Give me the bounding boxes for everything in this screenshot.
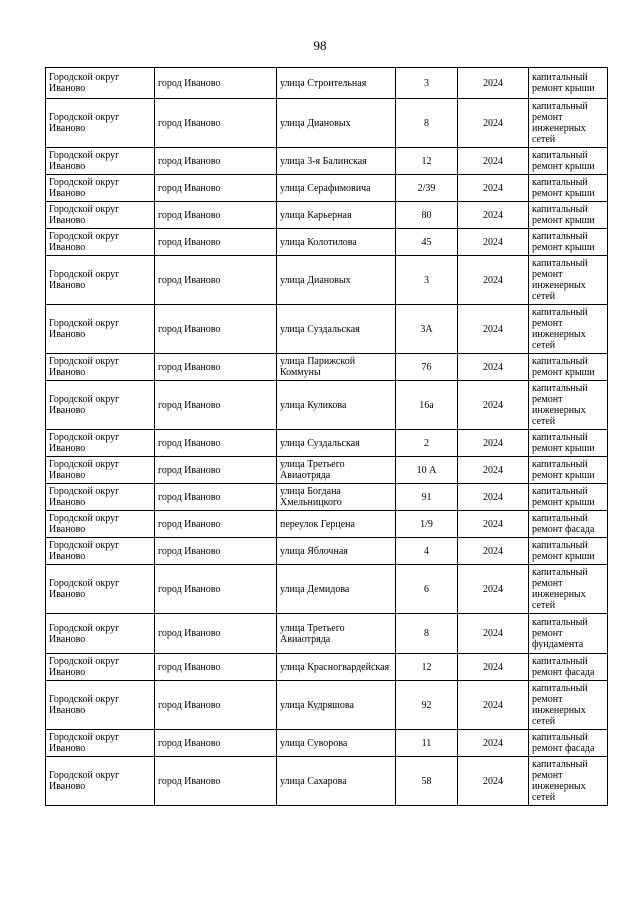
cell-city: город Иваново xyxy=(155,148,277,175)
cell-year: 2024 xyxy=(458,614,529,654)
cell-work: капитальный ремонт инженерных сетей xyxy=(529,757,608,806)
table-row xyxy=(46,457,608,484)
cell-city: город Иваново xyxy=(155,614,277,654)
cell-street: переулок Герцена xyxy=(277,511,396,538)
cell-year: 2024 xyxy=(458,354,529,381)
cell-street: улица Богдана Хмельницкого xyxy=(277,484,396,511)
cell-okrug: Городской округ Иваново xyxy=(46,730,155,757)
cell-okrug: Городской округ Иваново xyxy=(46,305,155,354)
cell-house: 11 xyxy=(396,730,458,757)
table-row xyxy=(46,202,608,229)
table-body xyxy=(46,68,608,806)
cell-street: улица Кудряшова xyxy=(277,681,396,730)
cell-city: город Иваново xyxy=(155,305,277,354)
cell-year: 2024 xyxy=(458,457,529,484)
cell-okrug: Городской округ Иваново xyxy=(46,511,155,538)
table-row xyxy=(46,511,608,538)
cell-work: капитальный ремонт инженерных сетей xyxy=(529,305,608,354)
table-row xyxy=(46,229,608,256)
table-row xyxy=(46,538,608,565)
cell-house: 12 xyxy=(396,148,458,175)
page-number: 98 xyxy=(313,38,327,53)
cell-year: 2024 xyxy=(458,511,529,538)
cell-okrug: Городской округ Иваново xyxy=(46,229,155,256)
cell-work: капитальный ремонт инженерных сетей xyxy=(529,99,608,148)
cell-work: капитальный ремонт инженерных сетей xyxy=(529,681,608,730)
cell-work: капитальный ремонт крыши xyxy=(529,484,608,511)
cell-street: улица Яблочная xyxy=(277,538,396,565)
cell-house: 2/39 xyxy=(396,175,458,202)
table-row xyxy=(46,757,608,806)
cell-year: 2024 xyxy=(458,681,529,730)
repair-schedule-table xyxy=(45,67,608,806)
cell-year: 2024 xyxy=(458,565,529,614)
cell-okrug: Городской округ Иваново xyxy=(46,68,155,99)
cell-street: улица Сахарова xyxy=(277,757,396,806)
cell-year: 2024 xyxy=(458,538,529,565)
cell-year: 2024 xyxy=(458,484,529,511)
cell-house: 8 xyxy=(396,99,458,148)
cell-city: город Иваново xyxy=(155,430,277,457)
cell-year: 2024 xyxy=(458,175,529,202)
cell-work: капитальный ремонт инженерных сетей xyxy=(529,565,608,614)
cell-work: капитальный ремонт крыши xyxy=(529,202,608,229)
cell-house: 91 xyxy=(396,484,458,511)
cell-okrug: Городской округ Иваново xyxy=(46,202,155,229)
cell-okrug: Городской округ Иваново xyxy=(46,457,155,484)
cell-city: город Иваново xyxy=(155,202,277,229)
cell-work: капитальный ремонт инженерных сетей xyxy=(529,256,608,305)
cell-house: 58 xyxy=(396,757,458,806)
cell-okrug: Городской округ Иваново xyxy=(46,354,155,381)
cell-city: город Иваново xyxy=(155,457,277,484)
cell-okrug: Городской округ Иваново xyxy=(46,256,155,305)
cell-city: город Иваново xyxy=(155,654,277,681)
cell-street: улица Колотилова xyxy=(277,229,396,256)
cell-okrug: Городской округ Иваново xyxy=(46,148,155,175)
cell-city: город Иваново xyxy=(155,229,277,256)
cell-work: капитальный ремонт крыши xyxy=(529,457,608,484)
cell-house: 1/9 xyxy=(396,511,458,538)
cell-house: 76 xyxy=(396,354,458,381)
cell-work: капитальный ремонт крыши xyxy=(529,68,608,99)
cell-okrug: Городской округ Иваново xyxy=(46,654,155,681)
cell-okrug: Городской округ Иваново xyxy=(46,614,155,654)
cell-street: улица 3-я Балинская xyxy=(277,148,396,175)
cell-work: капитальный ремонт крыши xyxy=(529,175,608,202)
table-row xyxy=(46,305,608,354)
cell-work: капитальный ремонт фасада xyxy=(529,511,608,538)
cell-work: капитальный ремонт инженерных сетей xyxy=(529,381,608,430)
cell-city: город Иваново xyxy=(155,381,277,430)
cell-okrug: Городской округ Иваново xyxy=(46,681,155,730)
cell-okrug: Городской округ Иваново xyxy=(46,430,155,457)
table-row xyxy=(46,681,608,730)
cell-work: капитальный ремонт крыши xyxy=(529,538,608,565)
cell-year: 2024 xyxy=(458,148,529,175)
cell-city: город Иваново xyxy=(155,256,277,305)
cell-year: 2024 xyxy=(458,730,529,757)
table-row xyxy=(46,430,608,457)
cell-year: 2024 xyxy=(458,68,529,99)
cell-city: город Иваново xyxy=(155,511,277,538)
table-row xyxy=(46,175,608,202)
cell-street: улица Демидова xyxy=(277,565,396,614)
cell-work: капитальный ремонт крыши xyxy=(529,229,608,256)
cell-house: 16а xyxy=(396,381,458,430)
cell-street: улица Третьего Авиаотряда xyxy=(277,457,396,484)
cell-year: 2024 xyxy=(458,381,529,430)
cell-street: улица Строительная xyxy=(277,68,396,99)
cell-house: 92 xyxy=(396,681,458,730)
cell-street: улица Диановых xyxy=(277,99,396,148)
cell-okrug: Городской округ Иваново xyxy=(46,99,155,148)
cell-city: город Иваново xyxy=(155,354,277,381)
cell-street: улица Суздальская xyxy=(277,430,396,457)
cell-house: 3 xyxy=(396,68,458,99)
cell-work: капитальный ремонт крыши xyxy=(529,148,608,175)
cell-okrug: Городской округ Иваново xyxy=(46,484,155,511)
cell-okrug: Городской округ Иваново xyxy=(46,175,155,202)
cell-house: 4 xyxy=(396,538,458,565)
cell-year: 2024 xyxy=(458,202,529,229)
cell-year: 2024 xyxy=(458,256,529,305)
cell-street: улица Карьерная xyxy=(277,202,396,229)
table-row xyxy=(46,99,608,148)
cell-street: улица Парижской Коммуны xyxy=(277,354,396,381)
cell-street: улица Третьего Авиаотряда xyxy=(277,614,396,654)
cell-city: город Иваново xyxy=(155,757,277,806)
cell-house: 6 xyxy=(396,565,458,614)
cell-street: улица Суворова xyxy=(277,730,396,757)
cell-work: капитальный ремонт крыши xyxy=(529,354,608,381)
cell-city: город Иваново xyxy=(155,730,277,757)
cell-work: капитальный ремонт фасада xyxy=(529,654,608,681)
cell-city: город Иваново xyxy=(155,538,277,565)
cell-year: 2024 xyxy=(458,99,529,148)
cell-work: капитальный ремонт крыши xyxy=(529,430,608,457)
cell-year: 2024 xyxy=(458,654,529,681)
cell-okrug: Городской округ Иваново xyxy=(46,538,155,565)
cell-house: 10 А xyxy=(396,457,458,484)
cell-year: 2024 xyxy=(458,229,529,256)
cell-house: 3 xyxy=(396,256,458,305)
cell-city: город Иваново xyxy=(155,565,277,614)
cell-city: город Иваново xyxy=(155,484,277,511)
cell-house: 12 xyxy=(396,654,458,681)
cell-year: 2024 xyxy=(458,305,529,354)
cell-year: 2024 xyxy=(458,757,529,806)
table-row xyxy=(46,68,608,99)
cell-house: 80 xyxy=(396,202,458,229)
cell-city: город Иваново xyxy=(155,68,277,99)
cell-okrug: Городской округ Иваново xyxy=(46,381,155,430)
cell-work: капитальный ремонт фундамента xyxy=(529,614,608,654)
cell-city: город Иваново xyxy=(155,175,277,202)
cell-work: капитальный ремонт фасада xyxy=(529,730,608,757)
cell-house: 45 xyxy=(396,229,458,256)
cell-city: город Иваново xyxy=(155,681,277,730)
table-row xyxy=(46,354,608,381)
table-row xyxy=(46,565,608,614)
cell-house: 2 xyxy=(396,430,458,457)
table-row xyxy=(46,381,608,430)
cell-okrug: Городской округ Иваново xyxy=(46,565,155,614)
table-row xyxy=(46,654,608,681)
table-row xyxy=(46,256,608,305)
table-row xyxy=(46,730,608,757)
cell-street: улица Диановых xyxy=(277,256,396,305)
cell-street: улица Суздальская xyxy=(277,305,396,354)
cell-street: улица Серафимовича xyxy=(277,175,396,202)
table-row xyxy=(46,484,608,511)
cell-house: 8 xyxy=(396,614,458,654)
cell-street: улица Куликова xyxy=(277,381,396,430)
cell-city: город Иваново xyxy=(155,99,277,148)
cell-house: 3А xyxy=(396,305,458,354)
cell-okrug: Городской округ Иваново xyxy=(46,757,155,806)
table-row xyxy=(46,148,608,175)
cell-year: 2024 xyxy=(458,430,529,457)
table-row xyxy=(46,614,608,654)
cell-street: улица Красногвардейская xyxy=(277,654,396,681)
